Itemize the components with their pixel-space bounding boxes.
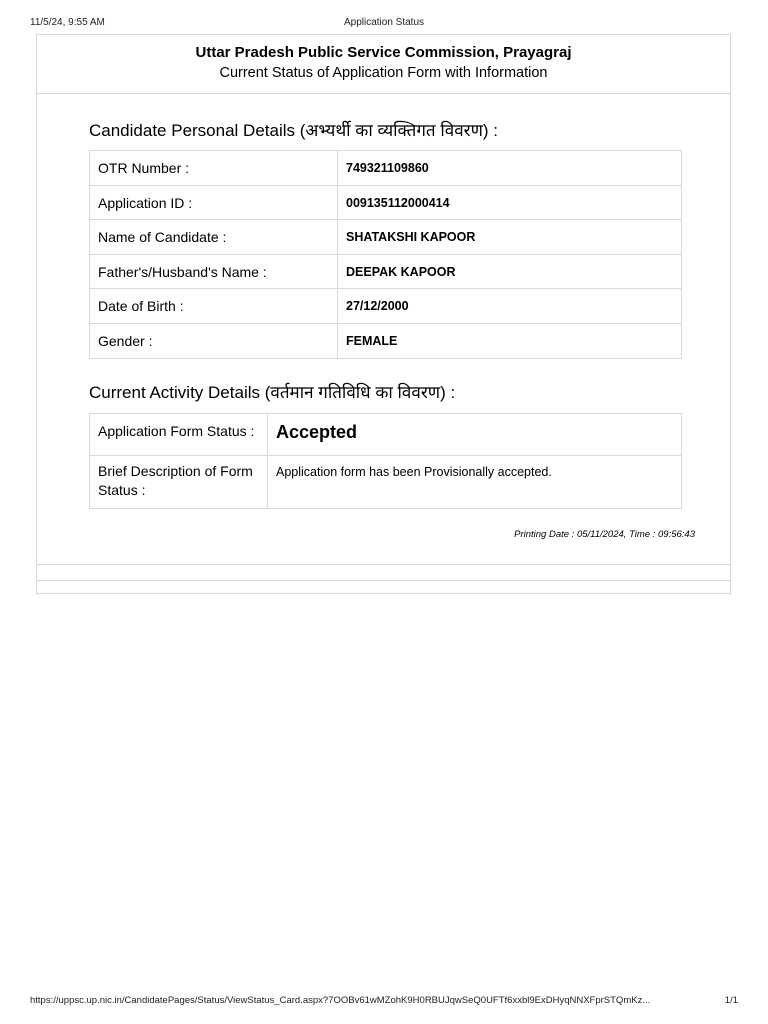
otr-number-value: 749321109860 [338, 151, 682, 186]
print-footer [30, 995, 738, 1009]
gender-value: FEMALE [338, 324, 682, 359]
activity-details-title: Current Activity Details (वर्तमान गतिविधि का विवरण) : [89, 383, 456, 402]
form-status-value: Accepted [268, 414, 682, 456]
print-page-title: Application Status [343, 17, 425, 28]
print-header [30, 17, 738, 31]
personal-details-title: Candidate Personal Details (अभ्यर्थी का व्यक्तिगत विवरण) : [89, 121, 499, 140]
table-row [90, 414, 682, 456]
father-name-label: Father's/Husband's Name : [90, 255, 338, 289]
application-id-value: 009135112000414 [338, 186, 682, 220]
table-row [90, 186, 682, 220]
table-row [90, 324, 682, 359]
table-row [90, 220, 682, 255]
card-header [37, 35, 730, 94]
status-description-label: Brief Description of Form Status : [90, 456, 268, 509]
status-card [36, 34, 731, 594]
org-name: Uttar Pradesh Public Service Commission, Prayagraj [195, 44, 572, 61]
form-status-label: Application Form Status : [90, 414, 268, 456]
table-row [90, 456, 682, 509]
table-row [90, 289, 682, 324]
status-description-value: Application form has been Provisionally accepted. [268, 456, 682, 509]
divider [37, 580, 730, 581]
otr-number-label: OTR Number : [90, 151, 338, 186]
personal-details-table [89, 150, 682, 359]
gender-label: Gender : [90, 324, 338, 359]
dob-label: Date of Birth : [90, 289, 338, 324]
divider [37, 564, 730, 565]
page-count: 1/1 [724, 995, 738, 1006]
table-row [90, 255, 682, 289]
page-subtitle: Current Status of Application Form with Information [219, 65, 548, 81]
activity-details-table [89, 413, 682, 509]
application-id-label: Application ID : [90, 186, 338, 220]
table-row [90, 151, 682, 186]
candidate-name-label: Name of Candidate : [90, 220, 338, 255]
printing-date: Printing Date : 05/11/2024, Time : 09:56:43 [514, 529, 695, 540]
father-name-value: DEEPAK KAPOOR [338, 255, 682, 289]
page-url: https://uppsc.up.nic.in/CandidatePages/Status/ViewStatus_Card.aspx?7OOBv61wMZohK9H0RBUJqwSeQ0UFTf6xxbl9ExDHyqNNXFprSTQmKz... [30, 995, 651, 1006]
dob-value: 27/12/2000 [338, 289, 682, 324]
print-datetime: 11/5/24, 9:55 AM [30, 17, 105, 28]
candidate-name-value: SHATAKSHI KAPOOR [338, 220, 682, 255]
